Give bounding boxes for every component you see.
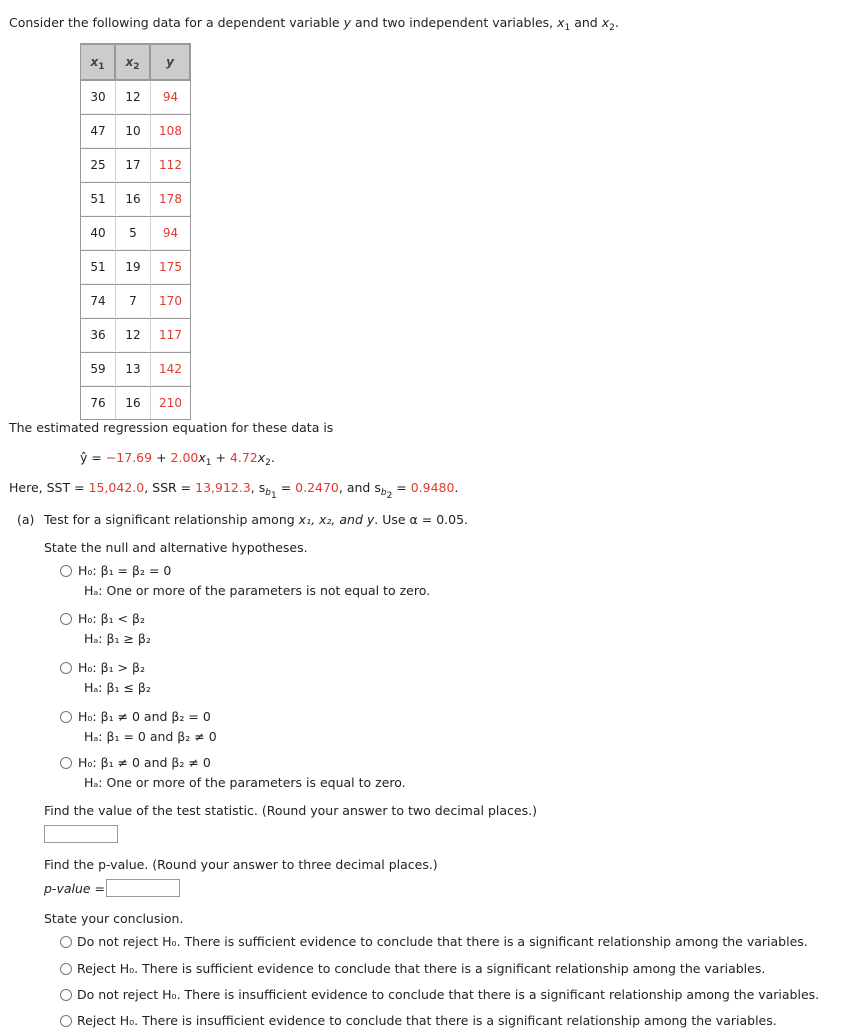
conclusion-label: Do not reject H₀. There is sufficient evidence to conclude that there is a significant relationship among the variables.	[77, 934, 808, 949]
header-y: y	[150, 44, 190, 80]
cell-x2: 16	[115, 386, 150, 419]
part-a-vars: x₁, x₂, and y	[298, 512, 375, 527]
hypothesis-ha: Hₐ: β₁ ≤ β₂	[84, 680, 151, 695]
cell-y: 94	[150, 216, 190, 249]
cell-x2: 12	[115, 80, 150, 113]
table-row	[81, 114, 190, 147]
cell-y: 94	[150, 80, 190, 113]
cell-y: 175	[150, 250, 190, 283]
cell-x1: 30	[81, 80, 115, 113]
conclusion-prompt: State your conclusion.	[44, 911, 184, 926]
table-row	[81, 80, 190, 113]
regression-equation: ŷ = $-17.69 + 2.00x_1 + 4.72x_2$.	[80, 450, 275, 468]
cell-x2: 19	[115, 250, 150, 283]
cell-x2: 10	[115, 114, 150, 147]
intro-end: .	[614, 15, 619, 30]
ssr-value: 13,912.3	[195, 480, 251, 495]
yhat-label: ŷ =	[80, 450, 106, 465]
cell-x2: 17	[115, 148, 150, 181]
hypothesis-radio-5[interactable]	[60, 757, 72, 769]
intro-prefix: Consider the following data for a dependent variable	[9, 15, 344, 30]
hypotheses-prompt: State the null and alternative hypotheses.	[44, 540, 308, 555]
cell-y: 108	[150, 114, 190, 147]
cell-x1: 47	[81, 114, 115, 147]
part-a-text: Test for a significant relationship among x₁, x₂, and y. Use α = 0.05.	[44, 512, 469, 527]
table-body	[81, 80, 190, 419]
pvalue-input[interactable]	[106, 879, 180, 897]
conclusion-label: Reject H₀. There is insufficient evidence to conclude that there is a significant relationship among the variables.	[77, 1013, 777, 1028]
table-row	[81, 250, 190, 283]
sb2-value: 0.9480	[410, 480, 455, 495]
sb1-value: 0.2470	[295, 480, 339, 495]
pvalue-prompt: Find the p-value. (Round your answer to three decimal places.)	[44, 857, 438, 872]
coef-b1: 2.00	[170, 450, 199, 465]
cell-y: 178	[150, 182, 190, 215]
cell-x2: 13	[115, 352, 150, 385]
hypothesis-radio-2[interactable]	[60, 613, 72, 625]
sst-value: 15,042.0	[88, 480, 145, 495]
table-row	[81, 352, 190, 385]
hypothesis-h0: H₀: β₁ > β₂	[78, 660, 145, 675]
cell-x2: 12	[115, 318, 150, 351]
cell-y: 210	[150, 386, 190, 419]
table-header-row	[81, 44, 190, 80]
hypothesis-radio-3[interactable]	[60, 662, 72, 674]
cell-x2: 16	[115, 182, 150, 215]
intro-mid: and two independent variables,	[351, 15, 558, 30]
coef-b0: −17.69	[105, 450, 153, 465]
table-row	[81, 148, 190, 181]
cell-x2: 5	[115, 216, 150, 249]
conclusion-radio-3[interactable]	[60, 989, 72, 1001]
table-row	[81, 318, 190, 351]
cell-x1: 51	[81, 182, 115, 215]
hypothesis-ha: Hₐ: β₁ ≥ β₂	[84, 631, 151, 646]
stats-line: Here, SST = 15,042.0, SSR = 13,912.3, $s_{b_1} = 0.2470$, and $s_{b_2} = 0.9480$.	[9, 480, 459, 501]
intro-y: y	[343, 15, 352, 30]
coef-b2: 4.72	[229, 450, 258, 465]
table-row	[81, 386, 190, 419]
header-x2: $x_2$	[115, 44, 150, 80]
table-row	[81, 182, 190, 215]
table-row	[81, 216, 190, 249]
intro-x1: x	[557, 15, 565, 30]
cell-x1: 74	[81, 284, 115, 317]
cell-x1: 36	[81, 318, 115, 351]
cell-x1: 40	[81, 216, 115, 249]
conclusion-radio-1[interactable]	[60, 936, 72, 948]
intro-x2-sub: 2	[609, 23, 615, 33]
hypothesis-ha: Hₐ: One or more of the parameters is equal to zero.	[84, 775, 406, 790]
hypothesis-radio-1[interactable]	[60, 565, 72, 577]
regression-intro: The estimated regression equation for these data is	[9, 420, 334, 435]
hypothesis-h0: H₀: β₁ = β₂ = 0	[78, 563, 172, 578]
test-stat-input[interactable]	[44, 825, 118, 843]
cell-x1: 51	[81, 250, 115, 283]
conclusion-label: Do not reject H₀. There is insufficient evidence to conclude that there is a significant relationship among the variables.	[77, 987, 820, 1002]
part-a-label: (a)	[17, 512, 35, 527]
hypothesis-h0: H₀: β₁ ≠ 0 and β₂ ≠ 0	[78, 755, 211, 770]
conclusion-radio-2[interactable]	[60, 963, 72, 975]
cell-x2: 7	[115, 284, 150, 317]
header-x1: $x_1$	[81, 44, 115, 80]
conclusion-label: Reject H₀. There is sufficient evidence to conclude that there is a significant relationship among the variables.	[77, 961, 766, 976]
hypothesis-h0: H₀: β₁ ≠ 0 and β₂ = 0	[78, 709, 211, 724]
hypothesis-ha: Hₐ: One or more of the parameters is not equal to zero.	[84, 583, 431, 598]
test-stat-prompt: Find the value of the test statistic. (Round your answer to two decimal places.)	[44, 803, 537, 818]
cell-y: 142	[150, 352, 190, 385]
conclusion-radio-4[interactable]	[60, 1015, 72, 1027]
table-row	[81, 284, 190, 317]
cell-y: 117	[150, 318, 190, 351]
hypothesis-radio-4[interactable]	[60, 711, 72, 723]
intro-text	[9, 15, 619, 33]
cell-x1: 76	[81, 386, 115, 419]
data-table	[80, 43, 191, 420]
intro-x2: x	[601, 15, 610, 30]
intro-and: and	[570, 15, 602, 30]
hypothesis-h0: H₀: β₁ < β₂	[78, 611, 145, 626]
cell-x1: 59	[81, 352, 115, 385]
intro-x1-sub: 1	[564, 23, 571, 33]
cell-y: 112	[150, 148, 190, 181]
cell-x1: 25	[81, 148, 115, 181]
cell-y: 170	[150, 284, 190, 317]
hypothesis-ha: Hₐ: β₁ = 0 and β₂ ≠ 0	[84, 729, 217, 744]
pvalue-label: p-value =	[44, 881, 106, 896]
